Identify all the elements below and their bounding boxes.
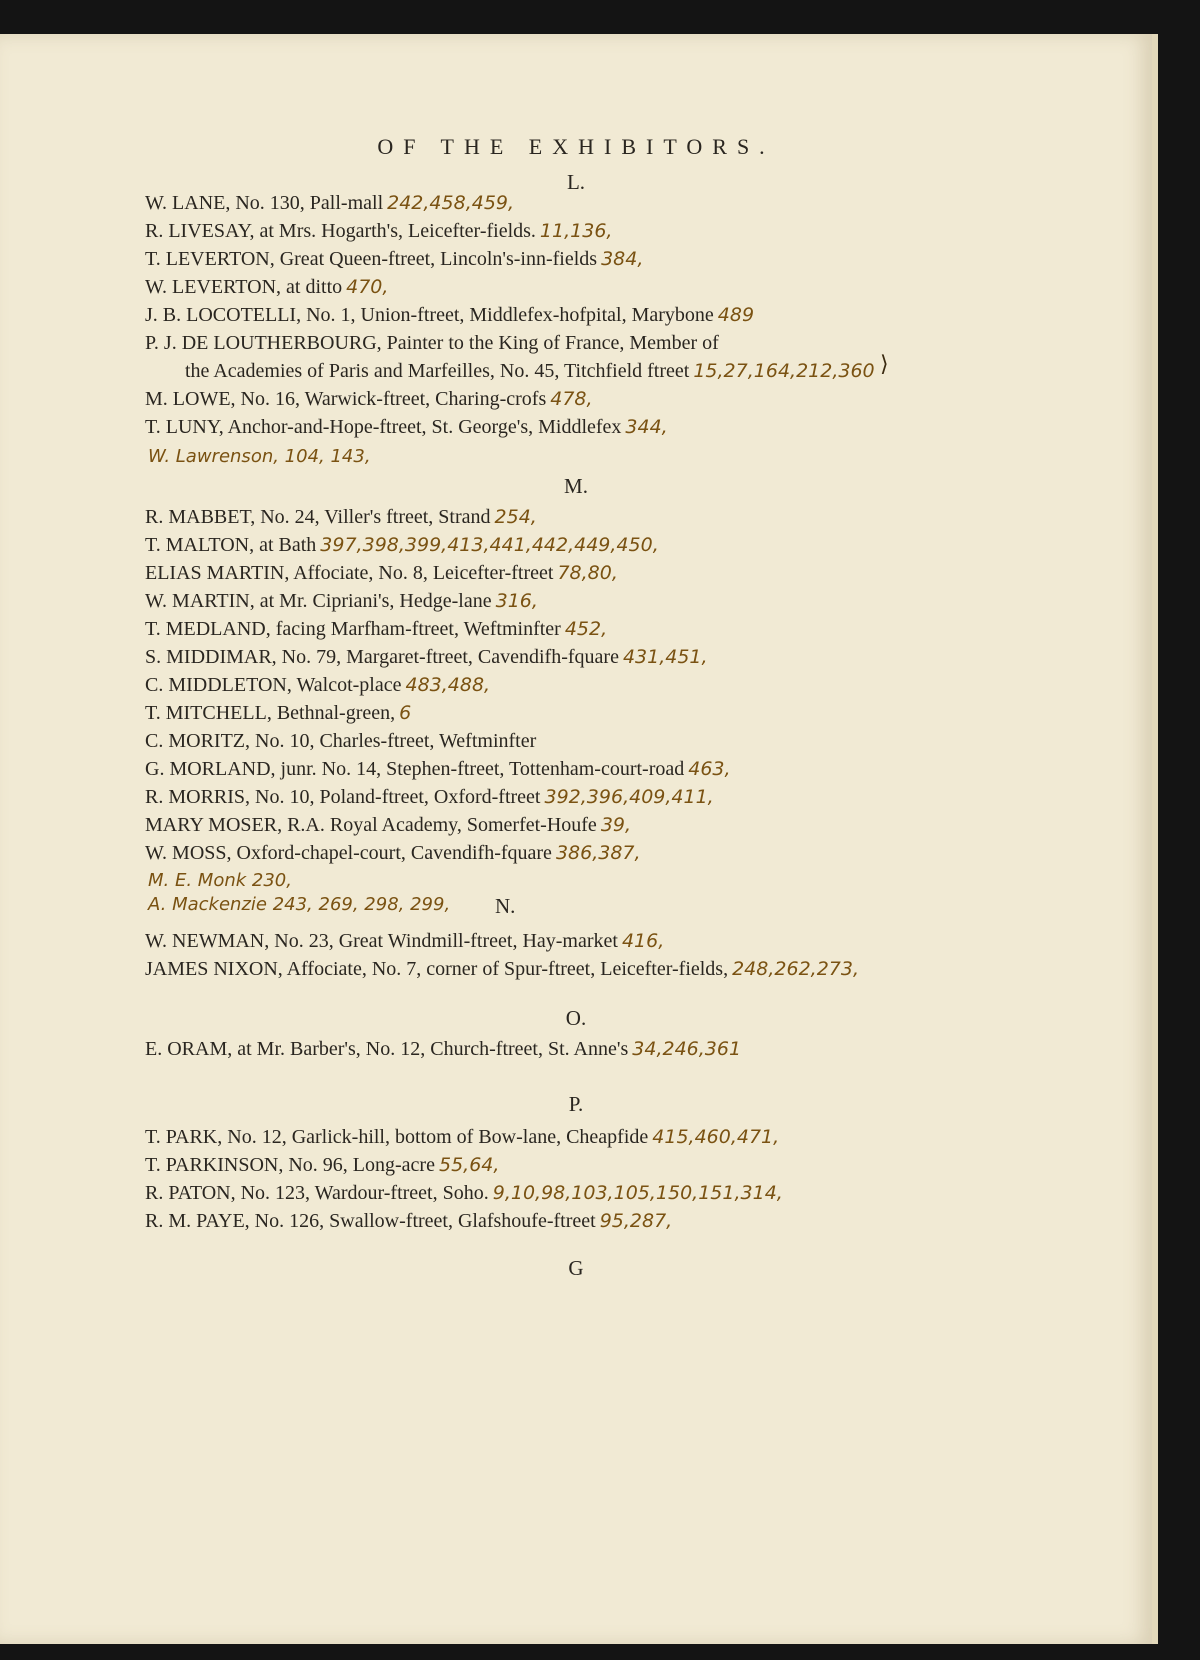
entry-text: MARY MOSER, R.A. Royal Academy, Somerfet-Houfe xyxy=(145,814,597,836)
entry-catalogue-numbers: 34,246,361 xyxy=(632,1038,742,1060)
entry-catalogue-numbers: 248,262,273, xyxy=(732,958,860,980)
handwritten-addition: W. Lawrenson, 104, 143, xyxy=(148,446,371,467)
signature-mark: G xyxy=(568,1256,584,1280)
entry-catalogue-numbers: 39, xyxy=(600,814,632,836)
entry-locotelli xyxy=(145,304,1112,327)
entry-catalogue-numbers: 431,451, xyxy=(622,646,708,668)
entry-malton xyxy=(145,534,1112,557)
section-letter-m: M. xyxy=(564,474,588,498)
entry-catalogue-numbers: 55,64, xyxy=(438,1154,500,1176)
entry-catalogue-numbers: 415,460,471, xyxy=(652,1126,780,1148)
entry-morris xyxy=(145,786,1112,809)
entry-moss xyxy=(145,842,1112,865)
entry-catalogue-numbers: 483,488, xyxy=(405,674,491,696)
entry-catalogue-numbers: 6 xyxy=(399,702,412,724)
entry-catalogue-numbers: 95,287, xyxy=(599,1210,673,1232)
entry-oram xyxy=(145,1038,1112,1061)
entry-text: M. LOWE, No. 16, Warwick-ftreet, Charing-crofs xyxy=(145,388,547,410)
handwritten-addition: M. E. Monk 230, xyxy=(148,870,292,891)
entry-text: W. LANE, No. 130, Pall-mall xyxy=(145,192,384,214)
entry-catalogue-numbers: 11,136, xyxy=(539,220,613,242)
entry-text: W. LEVERTON, at ditto xyxy=(145,276,343,298)
entry-catalogue-numbers: 386,387, xyxy=(555,842,641,864)
entry-text: R. M. PAYE, No. 126, Swallow-ftreet, Glafshoufe-ftreet xyxy=(145,1210,596,1232)
entry-lane xyxy=(145,192,1112,215)
running-head: OF THE EXHIBITORS. xyxy=(377,134,775,159)
entry-text: R. LIVESAY, at Mrs. Hogarth's, Leicefter-fields. xyxy=(145,220,536,242)
entry-text: J. B. LOCOTELLI, No. 1, Union-ftreet, Middlefex-hofpital, Marybone xyxy=(145,304,714,326)
book-page xyxy=(0,34,1158,1644)
entry-text: W. MOSS, Oxford-chapel-court, Cavendifh-fquare xyxy=(145,842,552,864)
entry-catalogue-numbers: 242,458,459, xyxy=(387,192,515,214)
entry-mabbet xyxy=(145,506,1112,529)
entry-moser xyxy=(145,814,1112,837)
entry-catalogue-numbers: 392,396,409,411, xyxy=(544,786,714,808)
entry-text: T. MITCHELL, Bethnal-green, xyxy=(145,702,396,724)
entry-text: JAMES NIXON, Affociate, No. 7, corner of Spur-ftreet, Leicefter-fields, xyxy=(145,958,729,980)
entry-text: the Academies of Paris and Marfeilles, No. 45, Titchfield ftreet xyxy=(185,360,690,382)
entry-catalogue-numbers: 397,398,399,413,441,442,449,450, xyxy=(320,534,659,556)
entry-parkinson xyxy=(145,1154,1112,1177)
section-letter-p: P. xyxy=(568,1092,584,1116)
entry-text: T. LEVERTON, Great Queen-ftreet, Lincoln's-inn-fields xyxy=(145,248,598,270)
entry-middleton xyxy=(145,674,1112,697)
entry-text: R. MORRIS, No. 10, Poland-ftreet, Oxford-ftreet xyxy=(145,786,541,808)
entry-middimar xyxy=(145,646,1112,669)
entry-text: S. MIDDIMAR, No. 79, Margaret-ftreet, Cavendifh-fquare xyxy=(145,646,619,668)
entry-medland xyxy=(145,618,1112,641)
entry-park xyxy=(145,1126,1112,1149)
entry-loutherbourg xyxy=(145,332,1112,355)
entry-text: C. MORITZ, No. 10, Charles-ftreet, Weftminfter xyxy=(145,730,537,752)
entry-paye xyxy=(145,1210,1112,1233)
entry-catalogue-numbers: 344, xyxy=(625,416,668,438)
handwritten-addition: A. Mackenzie 243, 269, 298, 299, xyxy=(148,894,451,915)
section-letter-n: N. xyxy=(495,894,516,918)
entry-text: W. MARTIN, at Mr. Cipriani's, Hedge-lane xyxy=(145,590,492,612)
entry-martin-elias xyxy=(145,562,1112,585)
bracket-mark: ⟩ xyxy=(880,352,889,377)
entry-leverton-w xyxy=(145,276,1112,299)
entry-luny xyxy=(145,416,1112,439)
entry-lowe xyxy=(145,388,1112,411)
entry-livesay xyxy=(145,220,1112,243)
entry-catalogue-numbers: 452, xyxy=(564,618,608,640)
entry-catalogue-numbers: 416, xyxy=(621,930,665,952)
entry-catalogue-numbers: 15,27,164,212,360 xyxy=(693,360,875,382)
entry-martin-w xyxy=(145,590,1112,613)
entry-catalogue-numbers: 489 xyxy=(717,304,755,326)
entry-catalogue-numbers: 463, xyxy=(688,758,731,780)
entry-text: G. MORLAND, junr. No. 14, Stephen-ftreet, Tottenham-court-road xyxy=(145,758,685,780)
entry-text: E. ORAM, at Mr. Barber's, No. 12, Church-ftreet, St. Anne's xyxy=(145,1038,629,1060)
entry-text: T. PARK, No. 12, Garlick-hill, bottom of Bow-lane, Cheapfide xyxy=(145,1126,649,1148)
entry-catalogue-numbers: 9,10,98,103,105,150,151,314, xyxy=(492,1182,783,1204)
entry-morland xyxy=(145,758,1112,781)
entry-text: C. MIDDLETON, Walcot-place xyxy=(145,674,402,696)
entry-catalogue-numbers: 478, xyxy=(550,388,593,410)
entry-text: W. NEWMAN, No. 23, Great Windmill-ftreet, Hay-market xyxy=(145,930,618,952)
entry-text: R. PATON, No. 123, Wardour-ftreet, Soho. xyxy=(145,1182,489,1204)
entry-text: T. LUNY, Anchor-and-Hope-ftreet, St. George's, Middlefex xyxy=(145,416,622,438)
entry-catalogue-numbers: 384, xyxy=(601,248,644,270)
entry-catalogue-numbers: 316, xyxy=(495,590,538,612)
entry-nixon xyxy=(145,958,1112,981)
entry-text: P. J. DE LOUTHERBOURG, Painter to the King of France, Member of xyxy=(145,332,719,354)
entry-mitchell xyxy=(145,702,1112,725)
entry-paton xyxy=(145,1182,1112,1205)
entry-text: T. MALTON, at Bath xyxy=(145,534,317,556)
entry-text: T. PARKINSON, No. 96, Long-acre xyxy=(145,1154,435,1176)
entry-text: ELIAS MARTIN, Affociate, No. 8, Leicefter-ftreet xyxy=(145,562,554,584)
entry-moritz xyxy=(145,730,1112,753)
entry-catalogue-numbers: 78,80, xyxy=(557,562,618,584)
entry-text: T. MEDLAND, facing Marfham-ftreet, Weftminfter xyxy=(145,618,561,640)
entry-loutherbourg-cont xyxy=(185,360,1112,383)
entry-leverton-t xyxy=(145,248,1112,271)
section-letter-l: L. xyxy=(566,170,586,194)
entry-catalogue-numbers: 470, xyxy=(346,276,389,298)
entry-text: R. MABBET, No. 24, Viller's ftreet, Strand xyxy=(145,506,491,528)
entry-newman xyxy=(145,930,1112,953)
entry-catalogue-numbers: 254, xyxy=(494,506,537,528)
section-letter-o: O. xyxy=(565,1006,587,1030)
